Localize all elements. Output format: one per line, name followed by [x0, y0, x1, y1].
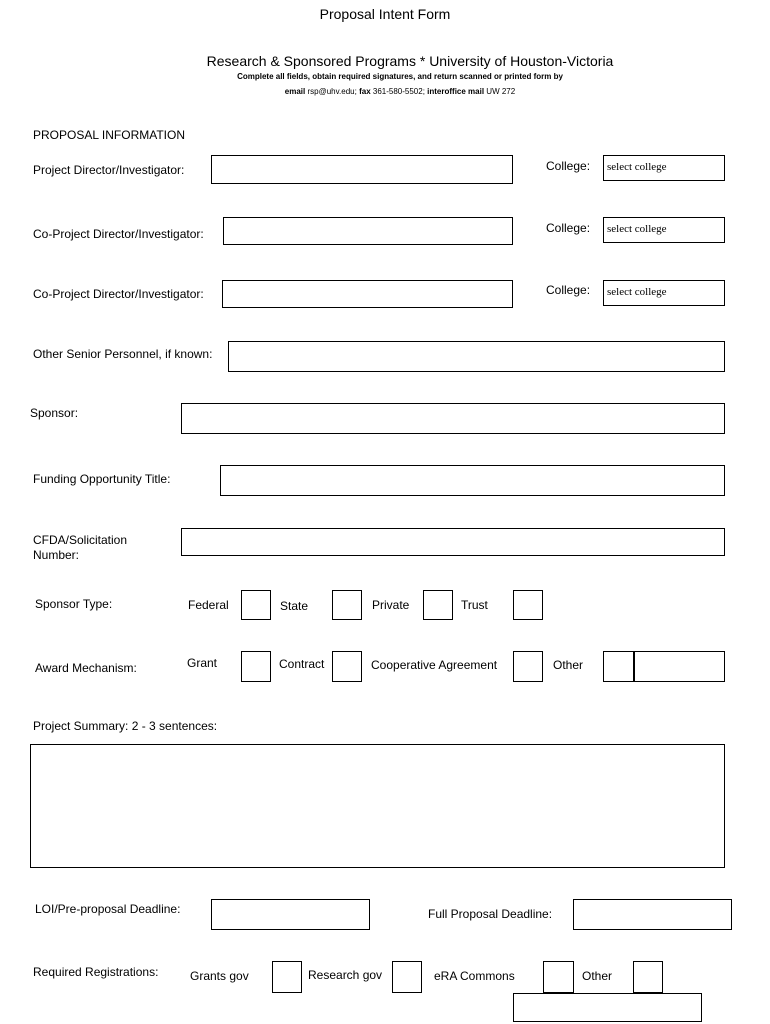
award-cooperative-checkbox[interactable]: [513, 651, 543, 682]
full-proposal-label: Full Proposal Deadline:: [428, 907, 553, 921]
college-label-3: College:: [546, 283, 591, 297]
mail-label: interoffice mail: [427, 87, 485, 96]
pd-input[interactable]: [211, 155, 513, 184]
award-other-label: Other: [553, 658, 584, 672]
award-other-checkbox[interactable]: [603, 651, 635, 682]
reg-era-commons-checkbox[interactable]: [543, 961, 574, 993]
sponsor-type-label: Sponsor Type:: [35, 597, 113, 611]
summary-label: Project Summary: 2 - 3 sentences:: [33, 719, 218, 733]
fax-label: fax: [359, 87, 371, 96]
form-title: Proposal Intent Form: [319, 6, 451, 22]
college-label-1: College:: [546, 159, 591, 173]
senior-label: Other Senior Personnel, if known:: [33, 347, 213, 361]
sponsor-input[interactable]: [181, 403, 725, 434]
award-grant-checkbox[interactable]: [241, 651, 271, 682]
organization-line: Research & Sponsored Programs * University of Houston-Victoria: [206, 53, 614, 69]
award-grant-label: Grant: [187, 656, 218, 670]
loi-deadline-input[interactable]: [211, 899, 370, 930]
college-select-3[interactable]: select college: [603, 280, 725, 306]
sponsor-type-private-checkbox[interactable]: [423, 590, 453, 620]
college-select-2[interactable]: select college: [603, 217, 725, 243]
sponsor-type-federal-checkbox[interactable]: [241, 590, 271, 620]
reg-research-gov-label: Research gov: [308, 968, 383, 982]
award-other-input[interactable]: [633, 651, 725, 682]
contact-line: [0, 87, 770, 96]
award-contract-checkbox[interactable]: [332, 651, 362, 682]
sponsor-type-trust-checkbox[interactable]: [513, 590, 543, 620]
sponsor-type-federal-label: Federal: [188, 598, 229, 612]
reg-other-checkbox[interactable]: [633, 961, 663, 993]
pd-label: Project Director/Investigator:: [33, 163, 185, 177]
copd1-label: Co-Project Director/Investigator:: [33, 227, 204, 241]
full-proposal-deadline-input[interactable]: [573, 899, 732, 930]
copd2-input[interactable]: [222, 280, 513, 308]
award-label: Award Mechanism:: [35, 661, 137, 675]
cfda-label-2: Number:: [33, 548, 80, 562]
cfda-label-1: CFDA/Solicitation: [33, 533, 128, 547]
mail-value: UW 272: [486, 87, 516, 96]
senior-input[interactable]: [228, 341, 725, 372]
sponsor-type-state-checkbox[interactable]: [332, 590, 362, 620]
summary-textarea[interactable]: [30, 744, 725, 868]
funding-input[interactable]: [220, 465, 725, 496]
college-label-2: College:: [546, 221, 591, 235]
reg-era-commons-label: eRA Commons: [434, 969, 515, 983]
loi-label: LOI/Pre-proposal Deadline:: [35, 902, 181, 916]
reg-grants-gov-checkbox[interactable]: [272, 961, 302, 993]
sponsor-type-state-label: State: [280, 599, 309, 613]
reg-other-input[interactable]: [513, 993, 702, 1022]
reg-other-label: Other: [582, 969, 613, 983]
section-title: PROPOSAL INFORMATION: [33, 128, 186, 142]
fax-value: 361-580-5502;: [372, 87, 425, 96]
award-contract-label: Contract: [279, 657, 325, 671]
sponsor-type-private-label: Private: [372, 598, 410, 612]
copd2-label: Co-Project Director/Investigator:: [33, 287, 204, 301]
email-value: rsp@uhv.edu;: [307, 87, 357, 96]
reg-research-gov-checkbox[interactable]: [392, 961, 422, 993]
cfda-input[interactable]: [181, 528, 725, 556]
sponsor-type-trust-label: Trust: [461, 598, 488, 612]
registrations-label: Required Registrations:: [33, 965, 159, 979]
award-cooperative-label: Cooperative Agreement: [371, 658, 498, 672]
funding-label: Funding Opportunity Title:: [33, 472, 171, 486]
copd1-input[interactable]: [223, 217, 513, 245]
instructions-line: Complete all fields, obtain required signatures, and return scanned or printed form by: [237, 72, 563, 81]
reg-grants-gov-label: Grants gov: [190, 969, 249, 983]
sponsor-label: Sponsor:: [30, 406, 79, 420]
email-label: email: [284, 87, 306, 96]
college-select-1[interactable]: select college: [603, 155, 725, 181]
